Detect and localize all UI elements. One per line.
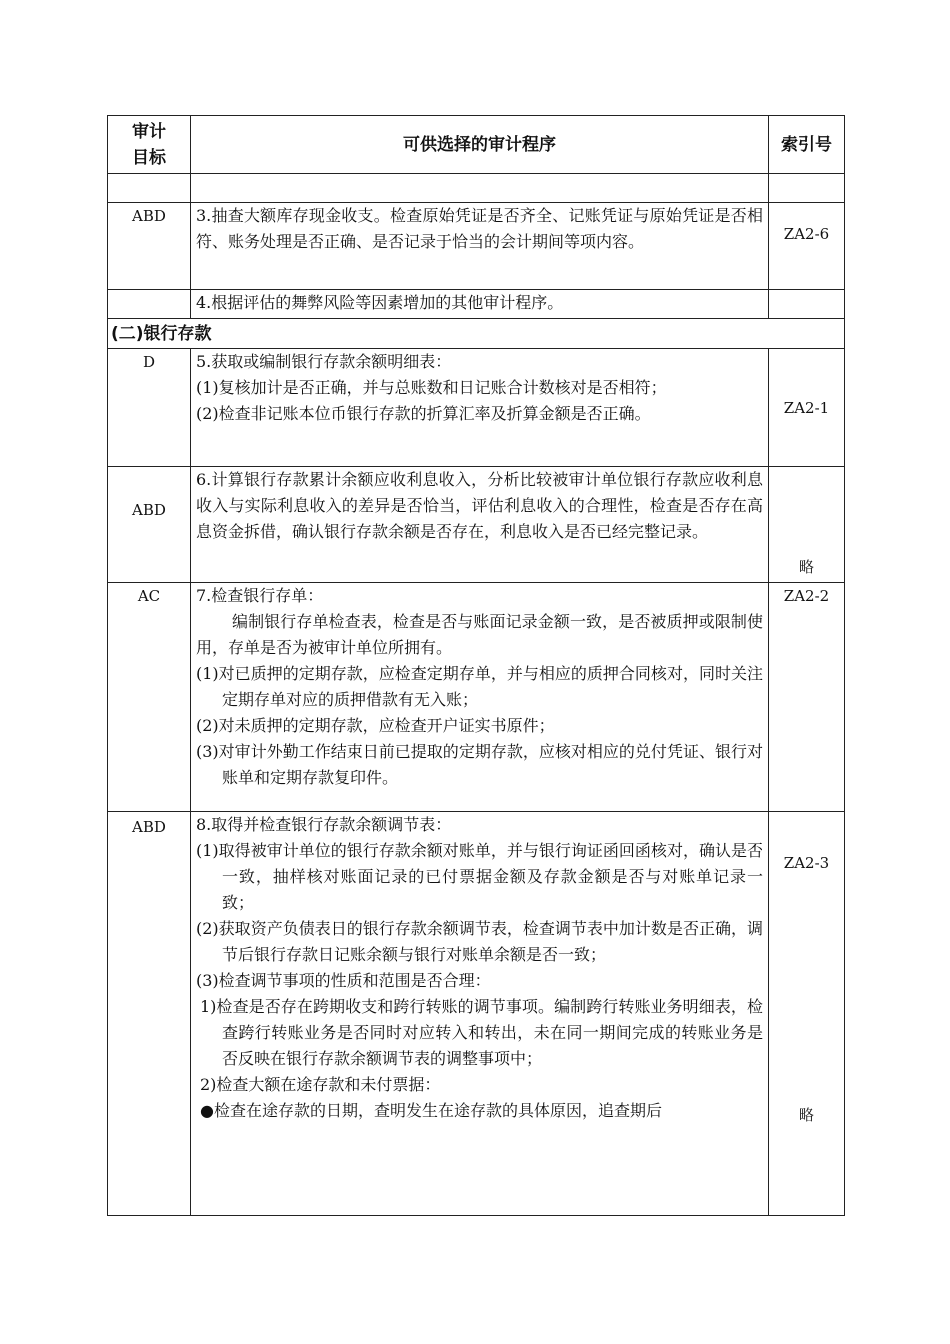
table-row (108, 203, 845, 290)
audit-procedure-table (107, 115, 845, 1216)
header-goal: 审计 目标 (108, 116, 191, 174)
table-row (108, 812, 845, 1216)
row-index-a: ZA2-3 (783, 854, 830, 872)
row-goal: D (108, 349, 191, 467)
table-row (108, 290, 845, 319)
table-row (108, 349, 845, 467)
row-index-b: 略 (798, 1106, 814, 1124)
section-row (108, 319, 845, 349)
row-index: 略 (769, 467, 845, 583)
empty-row (108, 174, 845, 203)
table-row (108, 583, 845, 812)
section-title: (二)银行存款 (108, 319, 845, 349)
row-goal: ABD (108, 203, 191, 290)
row-index (769, 812, 845, 1216)
row-index: ZA2-1 (769, 349, 845, 467)
table-header-row (108, 116, 845, 174)
row-index: ZA2-6 (769, 203, 845, 290)
row-procedure: 3.抽查大额库存现金收支。检查原始凭证是否齐全、记账凭证与原始凭证是否相符、账务处理是否正确、是否记录于恰当的会计期间等项内容。 (191, 203, 769, 290)
row-goal: ABD (108, 812, 191, 1216)
table-row (108, 467, 845, 583)
row-goal: ABD (108, 467, 191, 583)
row-procedure: 6.计算银行存款累计余额应收利息收入，分析比较被审计单位银行存款应收利息收入与实际利息收入的差异是否恰当，评估利息收入的合理性，检查是否存在高息资金拆借，确认银行存款余额是否存在，利息收入是否已经完整记录。 (191, 467, 769, 583)
row-procedure: 4.根据评估的舞弊风险等因素增加的其他审计程序。 (191, 290, 769, 319)
row-goal: AC (108, 583, 191, 812)
row-index: ZA2-2 (769, 583, 845, 812)
header-procedure: 可供选择的审计程序 (191, 116, 769, 174)
row-procedure: 7.检查银行存单： 编制银行存单检查表，检查是否与账面记录金额一致，是否被质押或限制使用，存单是否为被审计单位所拥有。 (1)对已质押的定期存款，应检查定期存单，并与相应的质押合同核对，同时关注定期存单对应的质押借款有无入账； (2)对未质押的定期存款，应检查开户证实书原件； (3)对审计外勤工作结束日前已提取的定期存款，应核对相应的兑付凭证、银行对账单和定期存款复印件。 (191, 583, 769, 812)
row-procedure: 5.获取或编制银行存款余额明细表： (1)复核加计是否正确，并与总账数和日记账合计数核对是否相符； (2)检查非记账本位币银行存款的折算汇率及折算金额是否正确。 (191, 349, 769, 467)
row-procedure: 8.取得并检查银行存款余额调节表： (1)取得被审计单位的银行存款余额对账单，并与银行询证函回函核对，确认是否一致，抽样核对账面记录的已付票据金额及存款金额是否与对账单记录一致； (2)获取资产负债表日的银行存款余额调节表，检查调节表中加计数是否正确，调节后银行存款日记账余额与银行对账单余额是否一致； (3)检查调节事项的性质和范围是否合理： 1)检查是否存在跨期收支和跨行转账的调节事项。编制跨行转账业务明细表，检查跨行转账业务是否同时对应转入和转出，未在同一期间完成的转账业务是否反映在银行存款余额调节表的调整事项中； 2)检查大额在途存款和未付票据： ●检查在途存款的日期，查明发生在途存款的具体原因，追查期后 (191, 812, 769, 1216)
header-index: 索引号 (769, 116, 845, 174)
